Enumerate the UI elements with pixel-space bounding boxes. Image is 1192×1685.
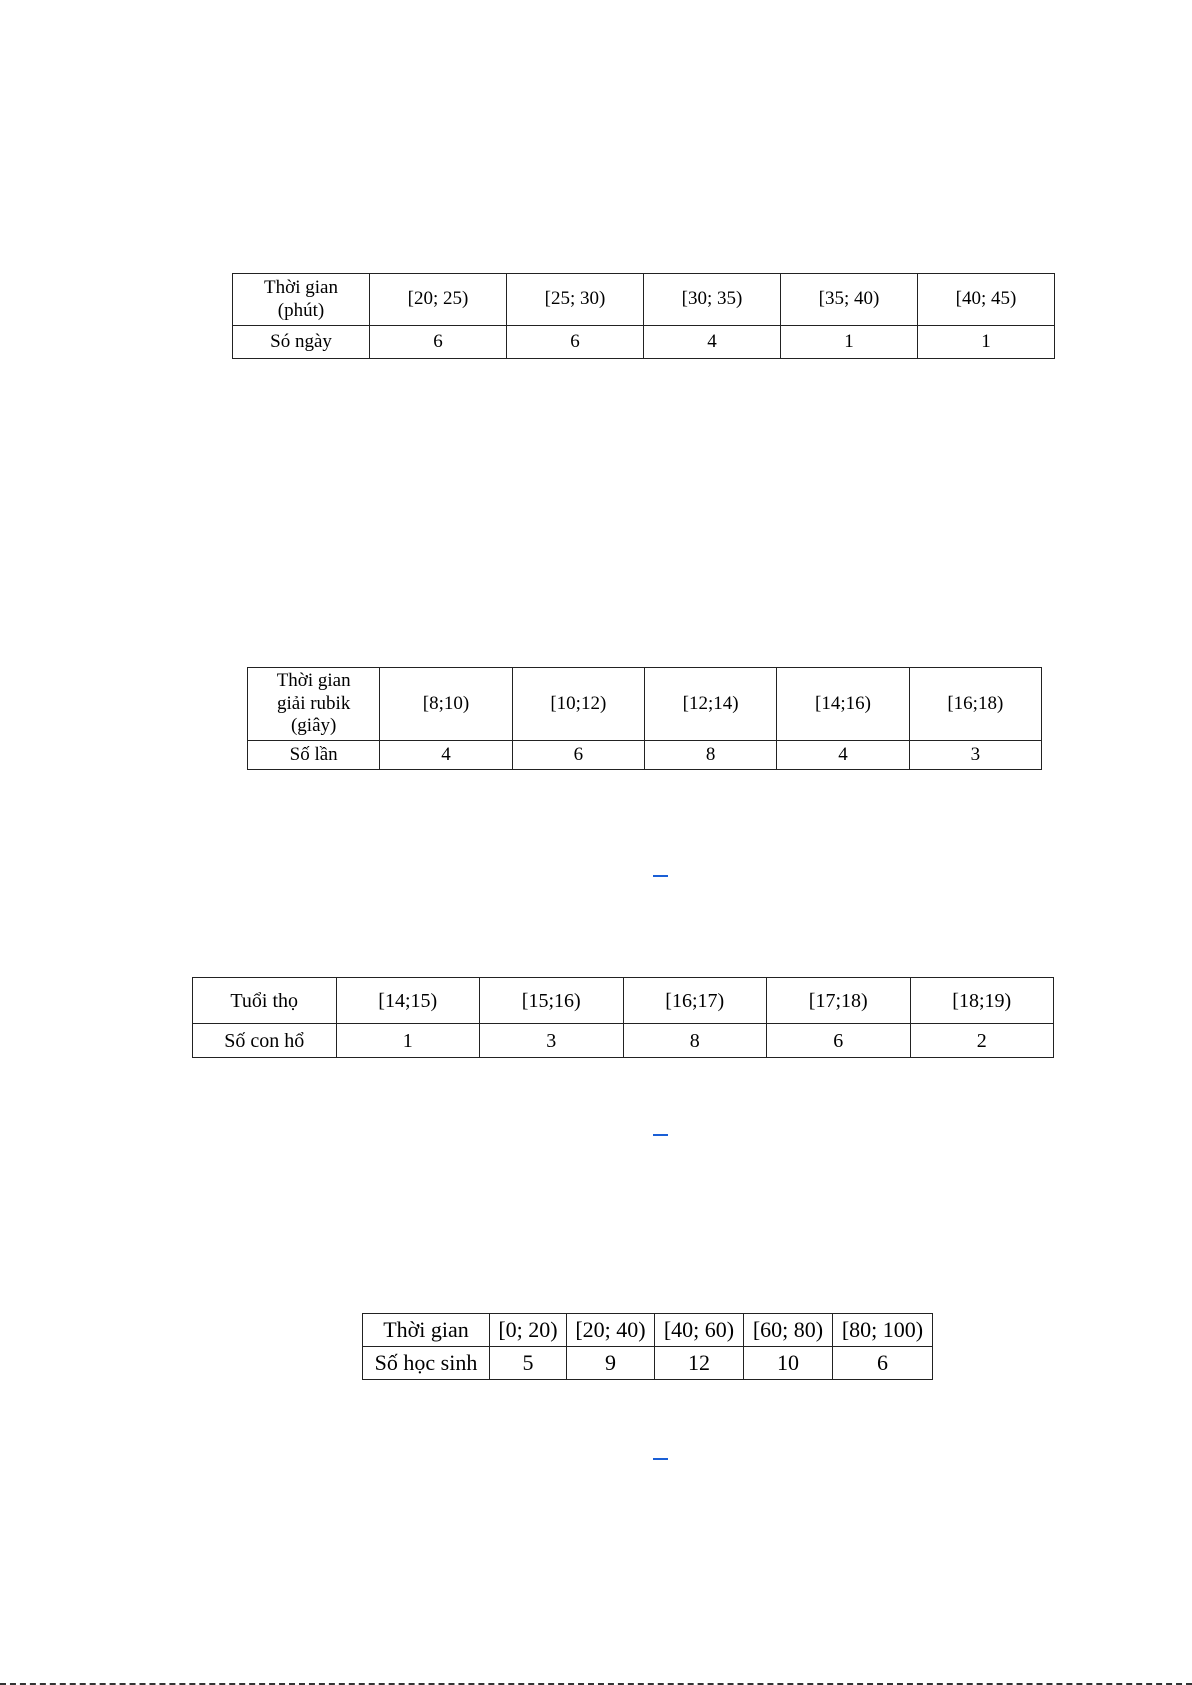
table-cell: [40; 45) (918, 274, 1055, 326)
table-cell: Số học sinh (363, 1347, 490, 1380)
link-underline-mark[interactable] (653, 875, 668, 877)
table-cell: [0; 20) (490, 1314, 567, 1347)
table-cell: 6 (370, 326, 507, 359)
table-cell: 2 (910, 1024, 1054, 1058)
table-cell: [20; 25) (370, 274, 507, 326)
table-cell: 3 (480, 1024, 624, 1058)
table-header-row (193, 978, 1054, 1024)
table-cell: 1 (336, 1024, 480, 1058)
table-cell: Só ngày (233, 326, 370, 359)
table-cell: 4 (380, 741, 512, 770)
table-cell: 4 (644, 326, 781, 359)
table-cell: Tuổi thọ (193, 978, 337, 1024)
table-header-row (233, 274, 1055, 326)
table-cell: [60; 80) (744, 1314, 833, 1347)
table-header-row (248, 668, 1042, 741)
table-row (193, 1024, 1054, 1058)
table-cell: [80; 100) (833, 1314, 933, 1347)
table-header-row (363, 1314, 933, 1347)
table-cell: [40; 60) (655, 1314, 744, 1347)
link-underline-mark[interactable] (653, 1458, 668, 1460)
table-cell: [25; 30) (507, 274, 644, 326)
table-cell: 8 (644, 741, 776, 770)
table-cell: Số lần (248, 741, 380, 770)
table-cell: [30; 35) (644, 274, 781, 326)
table-cell: [14;16) (777, 668, 909, 741)
frequency-table-2 (247, 667, 1042, 770)
table-cell: [8;10) (380, 668, 512, 741)
table-cell: 6 (507, 326, 644, 359)
table-cell: [10;12) (512, 668, 644, 741)
table-cell: [35; 40) (781, 274, 918, 326)
table-cell: 6 (833, 1347, 933, 1380)
frequency-table-1 (232, 273, 1055, 359)
table-row (233, 326, 1055, 359)
table-cell: Thời gian (363, 1314, 490, 1347)
table-cell: [16;18) (909, 668, 1041, 741)
table-cell: 6 (767, 1024, 911, 1058)
table-cell: 3 (909, 741, 1041, 770)
frequency-table-4 (362, 1313, 933, 1380)
table-cell: [14;15) (336, 978, 480, 1024)
table-cell: [15;16) (480, 978, 624, 1024)
table-cell: [18;19) (910, 978, 1054, 1024)
table-cell: 8 (623, 1024, 767, 1058)
table-row (248, 741, 1042, 770)
table-cell: 10 (744, 1347, 833, 1380)
table-cell: [16;17) (623, 978, 767, 1024)
table-cell: [12;14) (644, 668, 776, 741)
table-cell: 1 (781, 326, 918, 359)
table-cell: Số con hổ (193, 1024, 337, 1058)
table-cell: [20; 40) (567, 1314, 655, 1347)
table-row (363, 1347, 933, 1380)
table-cell: 12 (655, 1347, 744, 1380)
table-cell: Thời gian giải rubik (giây) (248, 668, 380, 741)
frequency-table-3 (192, 977, 1054, 1058)
table-cell: 5 (490, 1347, 567, 1380)
table-cell: [17;18) (767, 978, 911, 1024)
link-underline-mark[interactable] (653, 1134, 668, 1136)
table-cell: 9 (567, 1347, 655, 1380)
table-cell: Thời gian (phút) (233, 274, 370, 326)
table-cell: 6 (512, 741, 644, 770)
table-cell: 1 (918, 326, 1055, 359)
table-cell: 4 (777, 741, 909, 770)
